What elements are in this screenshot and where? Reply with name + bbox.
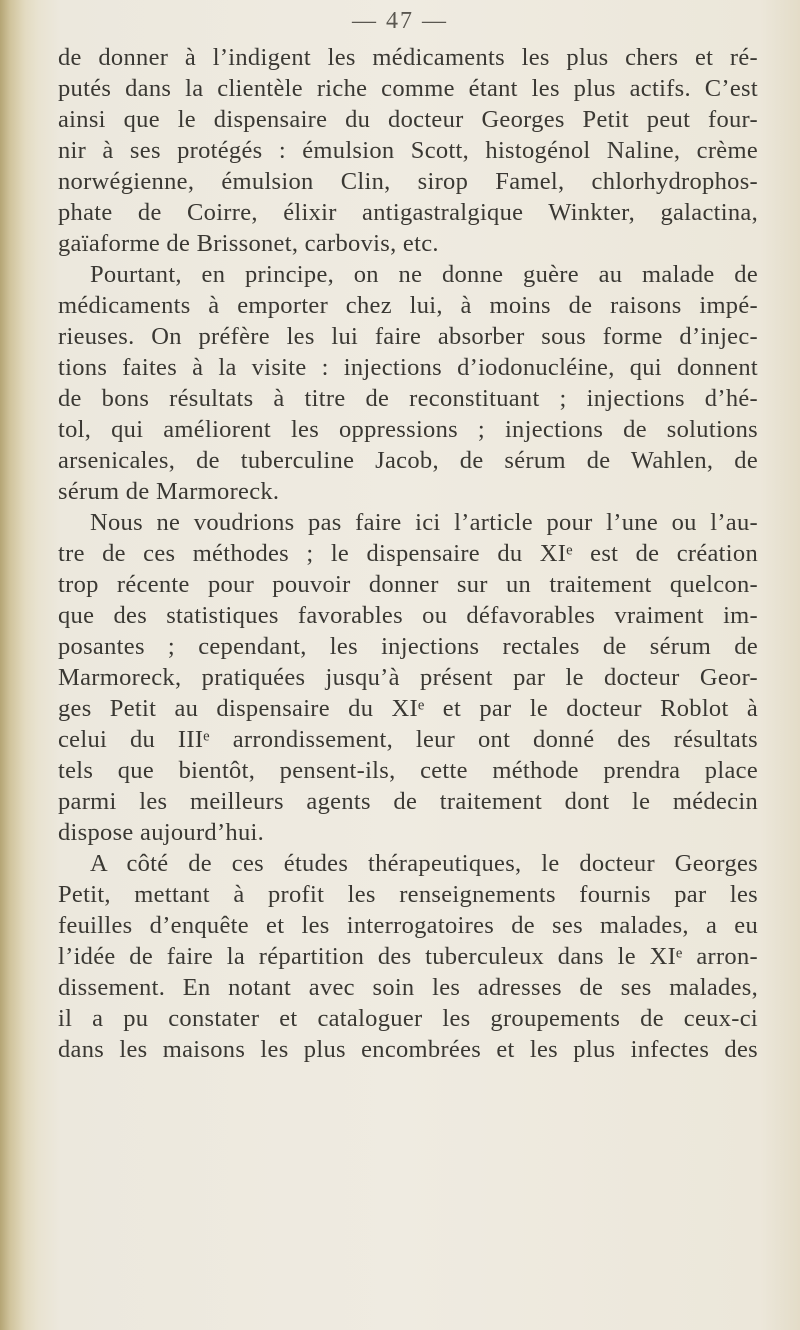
- text-line: tol, qui améliorent les oppressions ; injections de solutions: [58, 416, 758, 443]
- text-line: A côté de ces études thérapeutiques, le docteur Georges: [90, 850, 758, 877]
- text-line: dispose aujourd’hui.: [58, 819, 265, 846]
- text-line: Marmoreck, pratiquées jusqu’à présent par le docteur Geor-: [58, 664, 758, 691]
- text-line: dissement. En notant avec soin les adresses de ses malades,: [58, 974, 758, 1001]
- text-line: l’idée de faire la répartition des tuberculeux dans le XIᵉ arron-: [58, 943, 758, 970]
- text-line: Pourtant, en principe, on ne donne guère au malade de: [90, 261, 758, 288]
- text-line: putés dans la clientèle riche comme étant les plus actifs. C’est: [58, 75, 758, 102]
- text-line: il a pu constater et cataloguer les groupements de ceux-ci: [58, 1005, 758, 1032]
- text-line: rieuses. On préfère les lui faire absorber sous forme d’injec-: [58, 323, 758, 350]
- text-line: gaïaforme de Brissonet, carbovis, etc.: [58, 230, 439, 257]
- text-line: parmi les meilleurs agents de traitement dont le médecin: [58, 788, 758, 815]
- text-line: nir à ses protégés : émulsion Scott, histogénol Naline, crème: [58, 137, 758, 164]
- text-line: norwégienne, émulsion Clin, sirop Famel, chlorhydrophos-: [58, 168, 758, 195]
- binding-shadow: [0, 0, 38, 1330]
- text-line: ges Petit au dispensaire du XIᵉ et par le docteur Roblot à: [58, 695, 758, 722]
- text-line: dans les maisons les plus encombrées et les plus infectes des: [58, 1036, 758, 1063]
- text-line: médicaments à emporter chez lui, à moins de raisons impé-: [58, 292, 758, 319]
- text-line: trop récente pour pouvoir donner sur un traitement quelcon-: [58, 571, 758, 598]
- text-line: de donner à l’indigent les médicaments les plus chers et ré-: [58, 44, 758, 71]
- text-line: sérum de Marmoreck.: [58, 478, 280, 505]
- text-line: tels que bientôt, pensent-ils, cette méthode prendra place: [58, 757, 758, 784]
- text-line: tre de ces méthodes ; le dispensaire du XIᵉ est de création: [58, 540, 758, 567]
- text-line: feuilles d’enquête et les interrogatoires de ses malades, a eu: [58, 912, 758, 939]
- text-line: celui du IIIᵉ arrondissement, leur ont donné des résultats: [58, 726, 758, 753]
- text-line: Nous ne voudrions pas faire ici l’article pour l’une ou l’au-: [90, 509, 758, 536]
- page-number: — 47 —: [352, 8, 448, 34]
- text-line: posantes ; cependant, les injections rectales de sérum de: [58, 633, 758, 660]
- text-line: Petit, mettant à profit les renseignements fournis par les: [58, 881, 758, 908]
- text-line: arsenicales, de tuberculine Jacob, de sérum de Wahlen, de: [58, 447, 758, 474]
- text-line: ainsi que le dispensaire du docteur Georges Petit peut four-: [58, 106, 758, 133]
- text-line: de bons résultats à titre de reconstituant ; injections d’hé-: [58, 385, 758, 412]
- body-text: [58, 42, 758, 1065]
- text-line: que des statistiques favorables ou défavorables vraiment im-: [58, 602, 758, 629]
- text-line: tions faites à la visite : injections d’iodonucléine, qui donnent: [58, 354, 758, 381]
- text-line: phate de Coirre, élixir antigastralgique Winkter, galactina,: [58, 199, 758, 226]
